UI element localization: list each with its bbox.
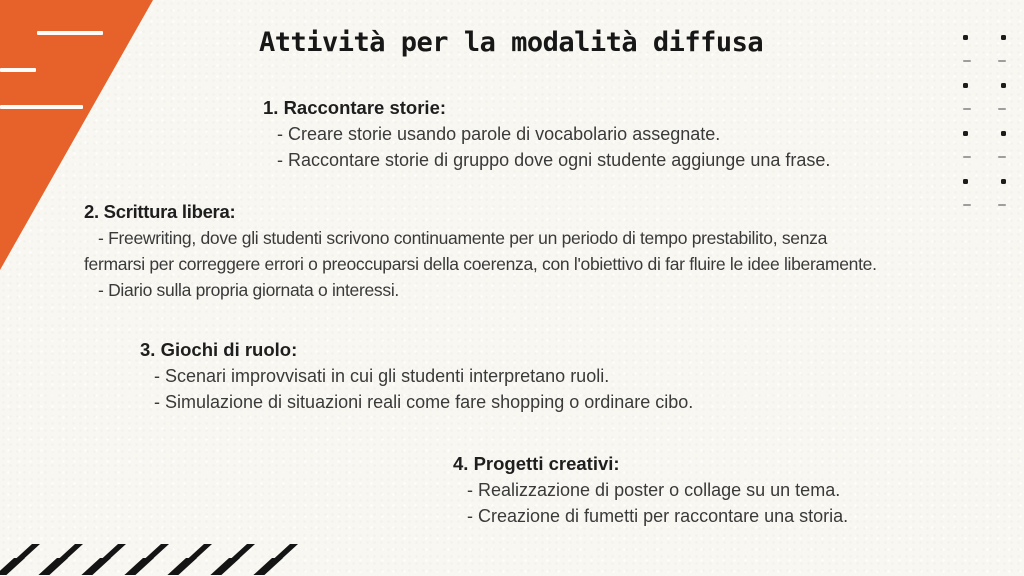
square-dot-icon	[963, 131, 968, 136]
dash-icon	[998, 204, 1006, 207]
square-dot-icon	[963, 35, 968, 40]
triangle-white-line-2	[0, 68, 36, 72]
square-dot-icon	[1001, 131, 1006, 136]
square-dot-icon	[963, 179, 968, 184]
section-3-line-2: - Simulazione di situazioni reali come fare shopping o ordinare cibo.	[154, 392, 694, 412]
section-progetti-creativi	[453, 451, 848, 529]
section-2-heading: 2. Scrittura libera:	[84, 201, 236, 222]
dash-icon	[963, 108, 971, 111]
square-dot-icon	[1001, 35, 1006, 40]
triangle-white-line-3	[0, 105, 83, 109]
dots-dashes-decoration	[963, 25, 1006, 217]
stripe-icon	[124, 544, 169, 575]
section-3-heading: 3. Giochi di ruolo:	[140, 339, 298, 360]
section-1-heading: 1. Raccontare storie:	[263, 97, 447, 118]
section-4-heading: 4. Progetti creativi:	[453, 453, 620, 474]
section-scrittura-libera	[84, 199, 877, 303]
section-2-line-2: fermarsi per correggere errori o preoccuparsi della coerenza, con l'obiettivo di far fluire le idee liberamente.	[84, 254, 877, 274]
triangle-white-line-1	[37, 31, 103, 35]
square-dot-icon	[1001, 83, 1006, 88]
dash-icon	[963, 156, 971, 159]
section-4-line-2: - Creazione di fumetti per raccontare una storia.	[467, 506, 849, 526]
dash-icon	[998, 156, 1006, 159]
dash-icon	[963, 204, 971, 207]
dash-row	[963, 145, 1006, 169]
dot-row	[963, 121, 1006, 145]
section-raccontare-storie	[263, 95, 830, 173]
stripe-icon	[38, 544, 83, 575]
section-2-line-1: - Freewriting, dove gli studenti scrivono continuamente per un periodo di tempo prestabilito, senza	[98, 228, 828, 248]
dash-icon	[963, 60, 971, 63]
slide-title: Attività per la modalità diffusa	[259, 27, 764, 58]
square-dot-icon	[1001, 179, 1006, 184]
section-giochi-di-ruolo	[140, 337, 693, 415]
square-dot-icon	[963, 83, 968, 88]
dash-row	[963, 97, 1006, 121]
section-4-line-1: - Realizzazione di poster o collage su un tema.	[467, 480, 841, 500]
dash-icon	[998, 108, 1006, 111]
stripe-icon	[81, 544, 126, 575]
section-1-line-2: - Raccontare storie di gruppo dove ogni studente aggiunge una frase.	[277, 150, 831, 170]
dash-row	[963, 193, 1006, 217]
section-1-line-1: - Creare storie usando parole di vocabolario assegnate.	[277, 124, 721, 144]
stripe-icon	[167, 544, 212, 575]
stripe-icon	[210, 544, 255, 575]
dash-icon	[998, 60, 1006, 63]
diagonal-stripes-decoration	[0, 543, 310, 576]
dash-row	[963, 49, 1006, 73]
dot-row	[963, 169, 1006, 193]
dot-row	[963, 73, 1006, 97]
section-2-line-3: - Diario sulla propria giornata o interessi.	[98, 280, 399, 300]
stripe-icon	[0, 544, 40, 575]
stripe-icon	[253, 544, 298, 575]
dot-row	[963, 25, 1006, 49]
section-3-line-1: - Scenari improvvisati in cui gli studenti interpretano ruoli.	[154, 366, 610, 386]
